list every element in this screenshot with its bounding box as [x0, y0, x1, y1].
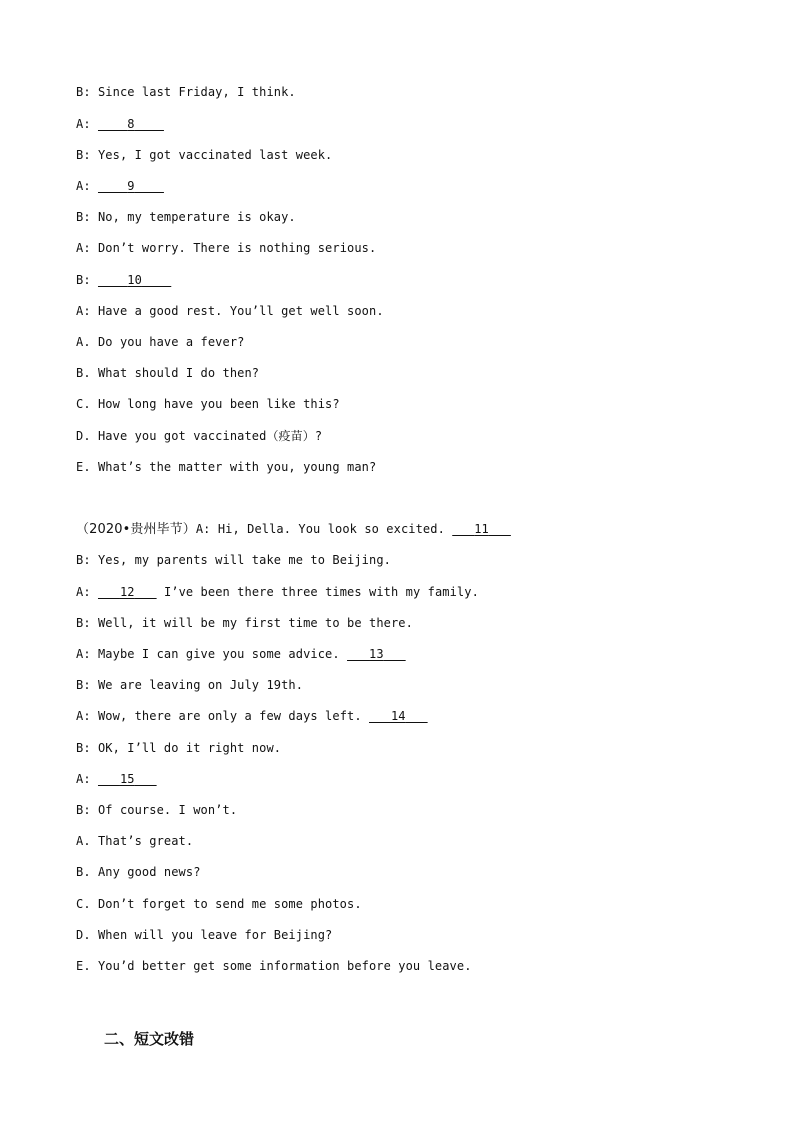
section-title: 二、短文改错 [104, 1030, 195, 1048]
option-item: E. You’d better get some information before you leave. [76, 959, 472, 973]
dialogue-line: B: No, my temperature is okay. [76, 210, 296, 224]
dialogue-line: A: 9 [76, 178, 164, 194]
dialogue-line: B: 10 [76, 272, 171, 288]
answer-blank: 9 [127, 179, 135, 193]
option-item: C. Don’t forget to send me some photos. [76, 897, 362, 911]
option-item: C. How long have you been like this? [76, 397, 340, 411]
dialogue-line: B: We are leaving on July 19th. [76, 678, 304, 692]
dialogue-line: A: 12 I’ve been there three times with my family. [76, 585, 479, 599]
option-item: B. Any good news? [76, 865, 201, 879]
option-item: D. When will you leave for Beijing? [76, 928, 333, 942]
answer-blank: 8 [127, 117, 135, 131]
answer-blank: 11 [474, 522, 489, 536]
answer-blank: 15 [119, 772, 135, 786]
dialogue-line: A: 15 [76, 771, 157, 787]
option-item: B. What should I do then? [76, 366, 260, 380]
answer-blank: 10 [127, 273, 142, 287]
dialogue-line: B: Well, it will be my first time to be there. [76, 616, 413, 630]
dialogue-line: B: Of course. I won’t. [76, 803, 238, 817]
answer-blank: 14 [390, 709, 406, 723]
source-tag: （2020•贵州毕节） [76, 522, 196, 537]
dialogue-line: A: Maybe I can give you some advice. 13 [76, 646, 406, 662]
dialogue-line: A: 8 [76, 116, 164, 132]
option-item: A. Do you have a fever? [76, 335, 245, 349]
option-item: E. What’s the matter with you, young man? [76, 460, 377, 474]
option-item: D. Have you got vaccinated（疫苗）? [76, 429, 323, 443]
answer-blank: 13 [369, 647, 384, 661]
dialogue-line: A: Don’t worry. There is nothing serious. [76, 241, 377, 255]
dialogue-line: B: Yes, I got vaccinated last week. [76, 148, 333, 162]
dialogue-line: B: OK, I’ll do it right now. [76, 741, 282, 755]
option-item: A. That’s great. [76, 834, 194, 848]
dialogue-line: A: Wow, there are only a few days left. 14 [76, 708, 428, 724]
dialogue-line: A: Have a good rest. You’ll get well soon. [76, 304, 384, 318]
answer-blank: 12 [119, 585, 135, 599]
dialogue-intro: （2020•贵州毕节）A: Hi, Della. You look so excited. 11 [76, 521, 511, 538]
dialogue-line: B: Since last Friday, I think. [76, 85, 296, 99]
dialogue-line: B: Yes, my parents will take me to Beijing. [76, 553, 391, 567]
